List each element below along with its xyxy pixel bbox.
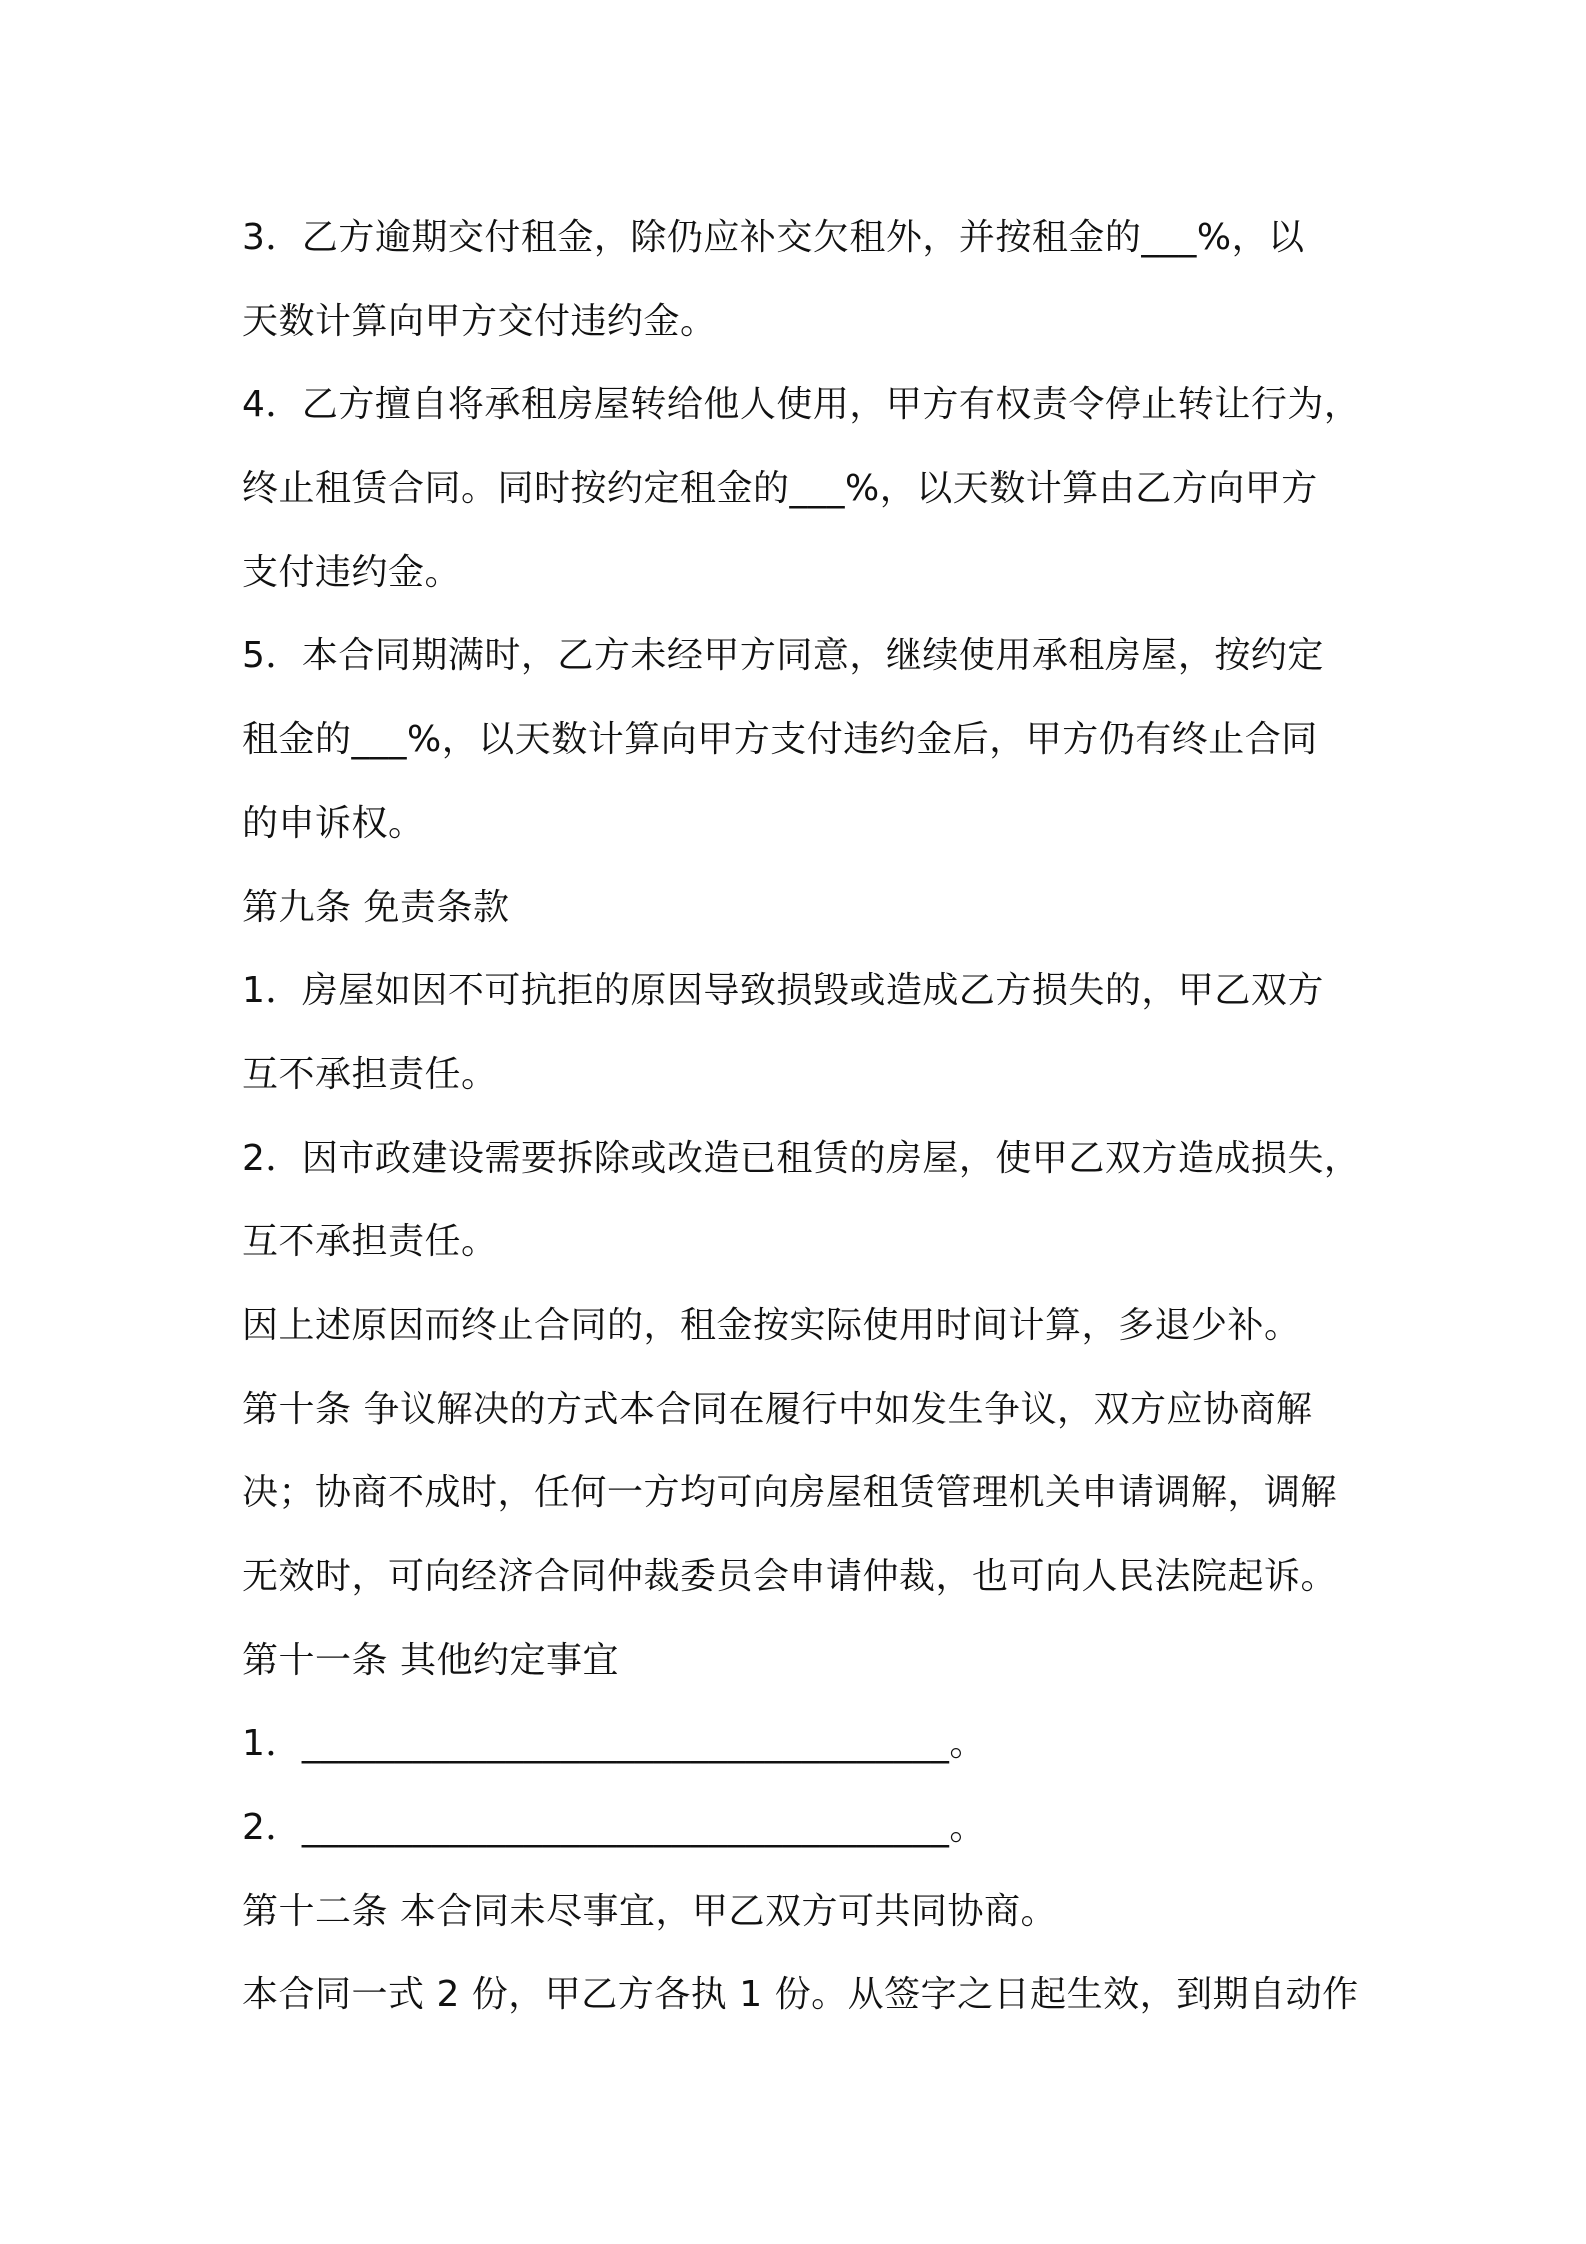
- article-11-item-2: 2．___________________________________。: [242, 1807, 986, 1849]
- article-11-heading: 第十一条 其他约定事宜: [242, 1639, 619, 1681]
- article-10-line-1: 第十条 争议解决的方式本合同在履行中如发生争议，双方应协商解: [242, 1388, 1313, 1430]
- clause-3-line-1: 3．乙方逾期交付租金，除仍应补交欠租外，并按租金的___%，以: [242, 217, 1305, 258]
- clause-4-line-3: 支付违约金。: [242, 551, 462, 593]
- article-10-line-2: 决；协商不成时，任何一方均可向房屋租赁管理机关申请调解，调解: [242, 1472, 1338, 1514]
- article-12-line: 第十二条 本合同未尽事宜，甲乙双方可共同协商。: [242, 1890, 1057, 1932]
- clause-4-line-1: 4．乙方擅自将承租房屋转给他人使用，甲方有权责令停止转让行为，: [242, 384, 1361, 426]
- clause-5-line-3: 的申诉权。: [242, 802, 425, 844]
- final-clause-line: 本合同一式 2 份，甲乙方各执 1 份。从签字之日起生效，到期自动作: [242, 1974, 1359, 2016]
- clause-5-line-1: 5．本合同期满时，乙方未经甲方同意，继续使用承租房屋，按约定: [242, 635, 1324, 677]
- clause-4-line-2: 终止租赁合同。同时按约定租金的___%，以天数计算由乙方向甲方: [242, 468, 1318, 510]
- article-11-item-1: 1．___________________________________。: [242, 1723, 986, 1765]
- article-9-item-2-line-2: 互不承担责任。: [242, 1221, 498, 1263]
- contract-text: [242, 196, 1372, 2037]
- article-9-note: 因上述原因而终止合同的，租金按实际使用时间计算，多退少补。: [242, 1304, 1301, 1346]
- article-9-item-1-line-1: 1．房屋如因不可抗拒的原因导致损毁或造成乙方损失的，甲乙双方: [242, 970, 1324, 1012]
- article-10-line-3: 无效时，可向经济合同仲裁委员会申请仲裁，也可向人民法院起诉。: [242, 1556, 1338, 1597]
- article-9-item-1-line-2: 互不承担责任。: [242, 1053, 498, 1095]
- clause-5-line-2: 租金的___%，以天数计算向甲方支付违约金后，甲方仍有终止合同: [242, 719, 1318, 761]
- article-9-heading: 第九条 免责条款: [242, 886, 510, 928]
- article-9-item-2-line-1: 2．因市政建设需要拆除或改造已租赁的房屋，使甲乙双方造成损失，: [242, 1137, 1361, 1179]
- clause-3-line-2: 天数计算向甲方交付违约金。: [242, 300, 717, 342]
